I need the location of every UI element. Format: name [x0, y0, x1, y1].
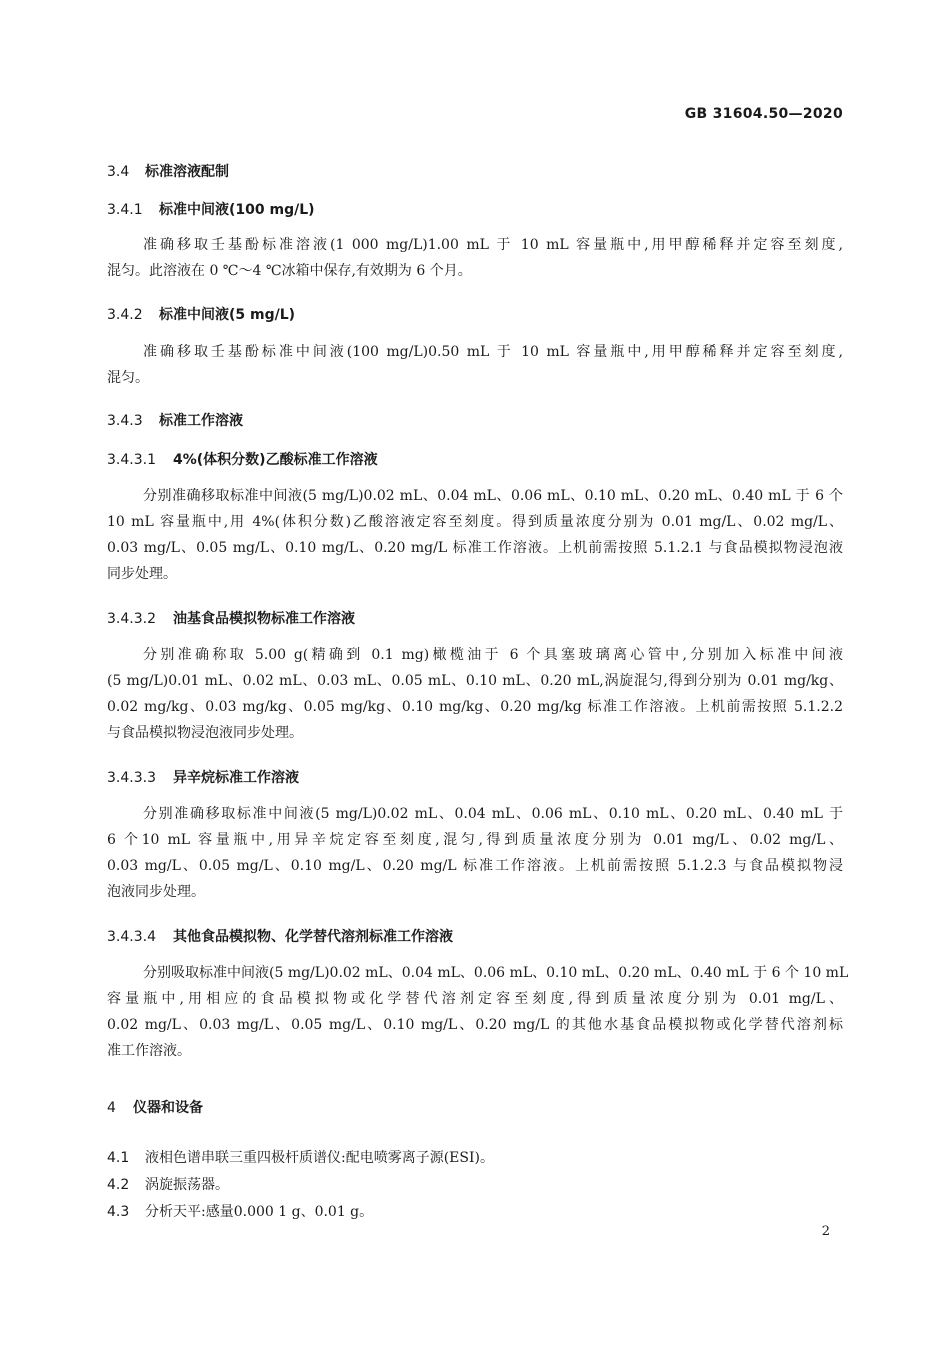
paragraph-line: 准确移取壬基酚标准中间液(100 mg/L)0.50 mL 于 10 mL 容量瓶中,用甲醇稀释并定容至刻度,: [143, 344, 843, 360]
section-number: 3.4.3.1: [107, 452, 156, 468]
paragraph-line: 分别准确移取标准中间液(5 mg/L)0.02 mL、0.04 mL、0.06 mL、0.10 mL、0.20 mL、0.40 mL 于 6 个: [143, 488, 843, 504]
paragraph-line: 0.02 mg/L、0.03 mg/L、0.05 mg/L、0.10 mg/L、0.20 mg/L 的其他水基食品模拟物或化学替代溶剂标: [107, 1017, 843, 1033]
section-title: 油基食品模拟物标准工作溶液: [173, 611, 355, 627]
section-3-4-3-1-paragraph: [107, 483, 843, 587]
section-number: 3.4.3.4: [107, 929, 156, 945]
section-number: 4: [107, 1100, 116, 1116]
paragraph-line: 0.03 mg/L、0.05 mg/L、0.10 mg/L、0.20 mg/L 标准工作溶液。上机前需按照 5.1.2.1 与食品模拟物浸泡液: [107, 540, 843, 556]
standard-code: GB 31604.50—2020: [684, 106, 843, 122]
item-4-3: [107, 1201, 373, 1221]
item-text: 液相色谱串联三重四极杆质谱仪:配电喷雾离子源(ESI)。: [145, 1150, 494, 1166]
paragraph-line: (5 mg/L)0.01 mL、0.02 mL、0.03 mL、0.05 mL、0.10 mL、0.20 mL,涡旋混匀,得到分别为 0.01 mg/kg、: [107, 673, 843, 689]
paragraph-line: 分别吸取标准中间液(5 mg/L)0.02 mL、0.04 mL、0.06 mL、0.10 mL、0.20 mL、0.40 mL 于 6 个 10 mL: [143, 965, 849, 981]
section-title: 标准中间液(100 mg/L): [159, 202, 315, 218]
section-4-heading: [107, 1097, 203, 1117]
paragraph-line: 分别准确称取 5.00 g(精确到 0.1 mg)橄榄油于 6 个具塞玻璃离心管中,分别加入标准中间液: [143, 647, 843, 663]
section-title: 其他食品模拟物、化学替代溶剂标准工作溶液: [173, 929, 453, 945]
paragraph-line: 与食品模拟物浸泡液同步处理。: [107, 725, 303, 741]
paragraph-line: 准工作溶液。: [107, 1043, 191, 1059]
item-text: 分析天平:感量0.000 1 g、0.01 g。: [145, 1204, 374, 1220]
paragraph-line: 容量瓶中,用相应的食品模拟物或化学替代溶剂定容至刻度,得到质量浓度分别为 0.01 mg/L、: [107, 991, 843, 1007]
paragraph-line: 同步处理。: [107, 566, 177, 582]
paragraph-line: 混匀。此溶液在 0 ℃～4 ℃冰箱中保存,有效期为 6 个月。: [107, 263, 472, 279]
page-number: 2: [821, 1224, 830, 1239]
item-4-1: [107, 1147, 494, 1167]
section-3-4-3-heading: [107, 410, 243, 430]
section-3-4-3-4-heading: [107, 926, 453, 946]
section-number: 3.4.2: [107, 307, 143, 323]
section-3-4-2-heading: [107, 304, 295, 324]
paragraph-line: 6 个10 mL 容量瓶中,用异辛烷定容至刻度,混匀,得到质量浓度分别为 0.01 mg/L、0.02 mg/L、: [107, 832, 843, 848]
section-3-4-1-heading: [107, 199, 315, 219]
section-3-4-3-3-heading: [107, 767, 299, 787]
section-title: 标准工作溶液: [159, 413, 243, 429]
section-title: 异辛烷标准工作溶液: [173, 770, 299, 786]
item-number: 4.2: [107, 1177, 130, 1193]
section-3-4-3-4-paragraph: [107, 960, 849, 1064]
section-number: 3.4.3.3: [107, 770, 156, 786]
paragraph-line: 0.03 mg/L、0.05 mg/L、0.10 mg/L、0.20 mg/L 标准工作溶液。上机前需按照 5.1.2.3 与食品模拟物浸: [107, 858, 843, 874]
section-number: 3.4.3: [107, 413, 143, 429]
section-3-4-1-paragraph: [107, 232, 843, 284]
item-text: 涡旋振荡器。: [145, 1177, 229, 1193]
section-3-4-3-2-paragraph: [107, 642, 843, 746]
section-3-4-heading: [107, 161, 229, 181]
section-3-4-3-1-heading: [107, 449, 378, 469]
paragraph-line: 泡液同步处理。: [107, 884, 205, 900]
section-number: 3.4.1: [107, 202, 143, 218]
section-title: 仪器和设备: [133, 1100, 203, 1116]
paragraph-line: 10 mL 容量瓶中,用 4%(体积分数)乙酸溶液定容至刻度。得到质量浓度分别为 0.01 mg/L、0.02 mg/L、: [107, 514, 843, 530]
section-3-4-2-paragraph: [107, 339, 843, 391]
paragraph-line: 准确移取壬基酚标准溶液(1 000 mg/L)1.00 mL 于 10 mL 容量瓶中,用甲醇稀释并定容至刻度,: [143, 237, 843, 253]
paragraph-line: 分别准确移取标准中间液(5 mg/L)0.02 mL、0.04 mL、0.06 mL、0.10 mL、0.20 mL、0.40 mL 于: [143, 806, 843, 822]
section-number: 3.4: [107, 164, 130, 180]
section-number: 3.4.3.2: [107, 611, 156, 627]
paragraph-line: 混匀。: [107, 370, 149, 386]
item-number: 4.1: [107, 1150, 130, 1166]
section-3-4-3-2-heading: [107, 608, 355, 628]
section-title: 标准中间液(5 mg/L): [159, 307, 296, 323]
section-3-4-3-3-paragraph: [107, 801, 843, 905]
section-title: 4%(体积分数)乙酸标准工作溶液: [173, 452, 378, 468]
item-4-2: [107, 1174, 229, 1194]
item-number: 4.3: [107, 1204, 130, 1220]
paragraph-line: 0.02 mg/kg、0.03 mg/kg、0.05 mg/kg、0.10 mg/kg、0.20 mg/kg 标准工作溶液。上机前需按照 5.1.2.2: [107, 699, 843, 715]
section-title: 标准溶液配制: [145, 164, 229, 180]
